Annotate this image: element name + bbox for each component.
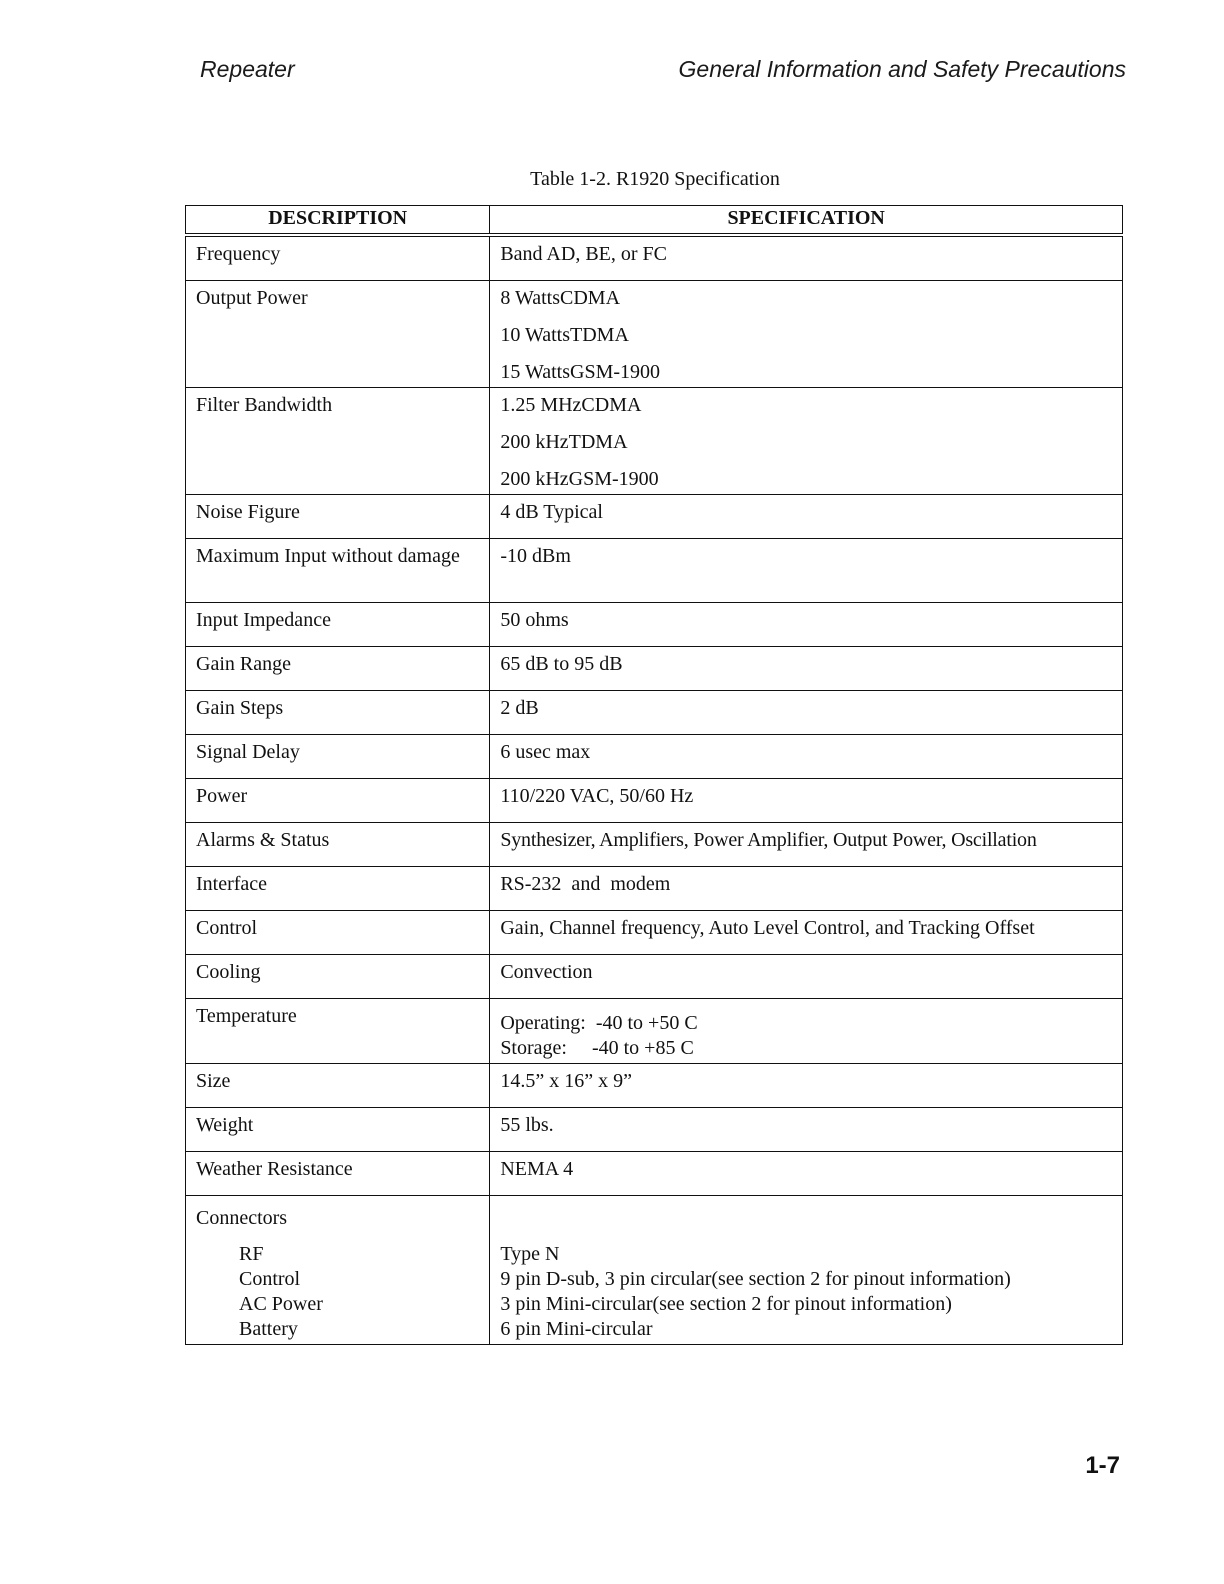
row-spec: 4 dB Typical [490,495,1123,539]
row-description: Gain Steps [186,691,490,735]
row-spec: 50 ohms [490,603,1123,647]
temperature-operating: Operating: -40 to +50 C [500,1012,698,1034]
row-description: Maximum Input without damage [186,539,490,603]
connector-name-rf: RF [239,1243,264,1265]
row-description: Weight [186,1108,490,1152]
table-row [186,955,1123,999]
table-row [186,1064,1123,1108]
table-header-row [186,206,1123,236]
spec-value: 15 Watts [500,361,570,383]
row-spec: Synthesizer, Amplifiers, Power Amplifier, Output Power, Oscillation [490,823,1123,867]
spec-mode: CDMA [581,394,642,416]
table-row [186,388,1123,495]
spec-value: 200 kHz [500,468,569,490]
row-spec [490,281,1123,388]
spec-mode: TDMA [570,324,629,346]
row-spec: -10 dBm [490,539,1123,603]
row-description: Cooling [186,955,490,999]
row-spec: Band AD, BE, or FC [490,235,1123,281]
temperature-storage: Storage: -40 to +85 C [500,1037,694,1059]
spec-value: 1.25 MHz [500,394,582,416]
connector-name-battery: Battery [239,1318,298,1340]
table-row [186,867,1123,911]
table-row [186,1108,1123,1152]
row-description: Interface [186,867,490,911]
table-row [186,603,1123,647]
row-spec [490,388,1123,495]
spec-value: 200 kHz [500,431,569,453]
row-description: Filter Bandwidth [186,388,490,495]
spec-mode: GSM-1900 [570,361,661,383]
row-description: Temperature [186,999,490,1064]
row-spec [490,1196,1123,1345]
table-row [186,647,1123,691]
table-row [186,539,1123,603]
row-spec: 55 lbs. [490,1108,1123,1152]
table-row [186,735,1123,779]
spec-mode: CDMA [560,287,621,309]
table-row [186,779,1123,823]
spec-mode: TDMA [568,431,628,453]
table-caption: Table 1-2. R1920 Specification [530,168,780,190]
connector-value-battery: 6 pin Mini-circular [500,1318,653,1340]
table-row [186,1152,1123,1196]
spec-value: 10 Watts [500,324,570,346]
row-description: Noise Figure [186,495,490,539]
row-description: Input Impedance [186,603,490,647]
row-spec: NEMA 4 [490,1152,1123,1196]
row-spec: 2 dB [490,691,1123,735]
connector-name-control: Control [239,1268,301,1290]
spec-value: 8 Watts [500,287,560,309]
row-description: Frequency [186,235,490,281]
connector-value-control: 9 pin D-sub, 3 pin circular(see section 2 for pinout information) [500,1268,1011,1290]
spec-table [185,205,1123,1345]
row-spec: RS-232 and modem [490,867,1123,911]
header-left-title: Repeater [200,56,295,82]
row-spec: 65 dB to 95 dB [490,647,1123,691]
row-description [186,1196,490,1345]
running-header [200,52,1126,92]
spec-mode: GSM-1900 [568,468,659,490]
column-header-description: DESCRIPTION [186,206,490,236]
table-row [186,281,1123,388]
table-row [186,911,1123,955]
connector-values [500,1242,1112,1342]
table-row [186,495,1123,539]
row-spec: 14.5” x 16” x 9” [490,1064,1123,1108]
row-description: Power [186,779,490,823]
row-description: Signal Delay [186,735,490,779]
table-row [186,691,1123,735]
row-spec: Gain, Channel frequency, Auto Level Control, and Tracking Offset [490,911,1123,955]
row-description: Weather Resistance [186,1152,490,1196]
connector-name-ac-power: AC Power [239,1293,323,1315]
table-row-connectors [186,1196,1123,1345]
row-description: Gain Range [186,647,490,691]
table-row [186,999,1123,1064]
row-description: Alarms & Status [186,823,490,867]
connectors-heading: Connectors [196,1207,288,1229]
table-row [186,235,1123,281]
row-description: Output Power [186,281,490,388]
row-description: Size [186,1064,490,1108]
connector-value-ac-power: 3 pin Mini-circular(see section 2 for pinout information) [500,1293,952,1315]
page-number: 1-7 [1085,1452,1120,1479]
row-spec: 110/220 VAC, 50/60 Hz [490,779,1123,823]
connector-names [196,1242,479,1342]
row-spec: 6 usec max [490,735,1123,779]
column-header-specification: SPECIFICATION [490,206,1123,236]
table-row [186,823,1123,867]
row-spec [490,999,1123,1064]
row-description: Control [186,911,490,955]
connector-value-rf: Type N [500,1243,560,1265]
row-spec: Convection [490,955,1123,999]
header-right-title: General Information and Safety Precautions [678,56,1126,82]
